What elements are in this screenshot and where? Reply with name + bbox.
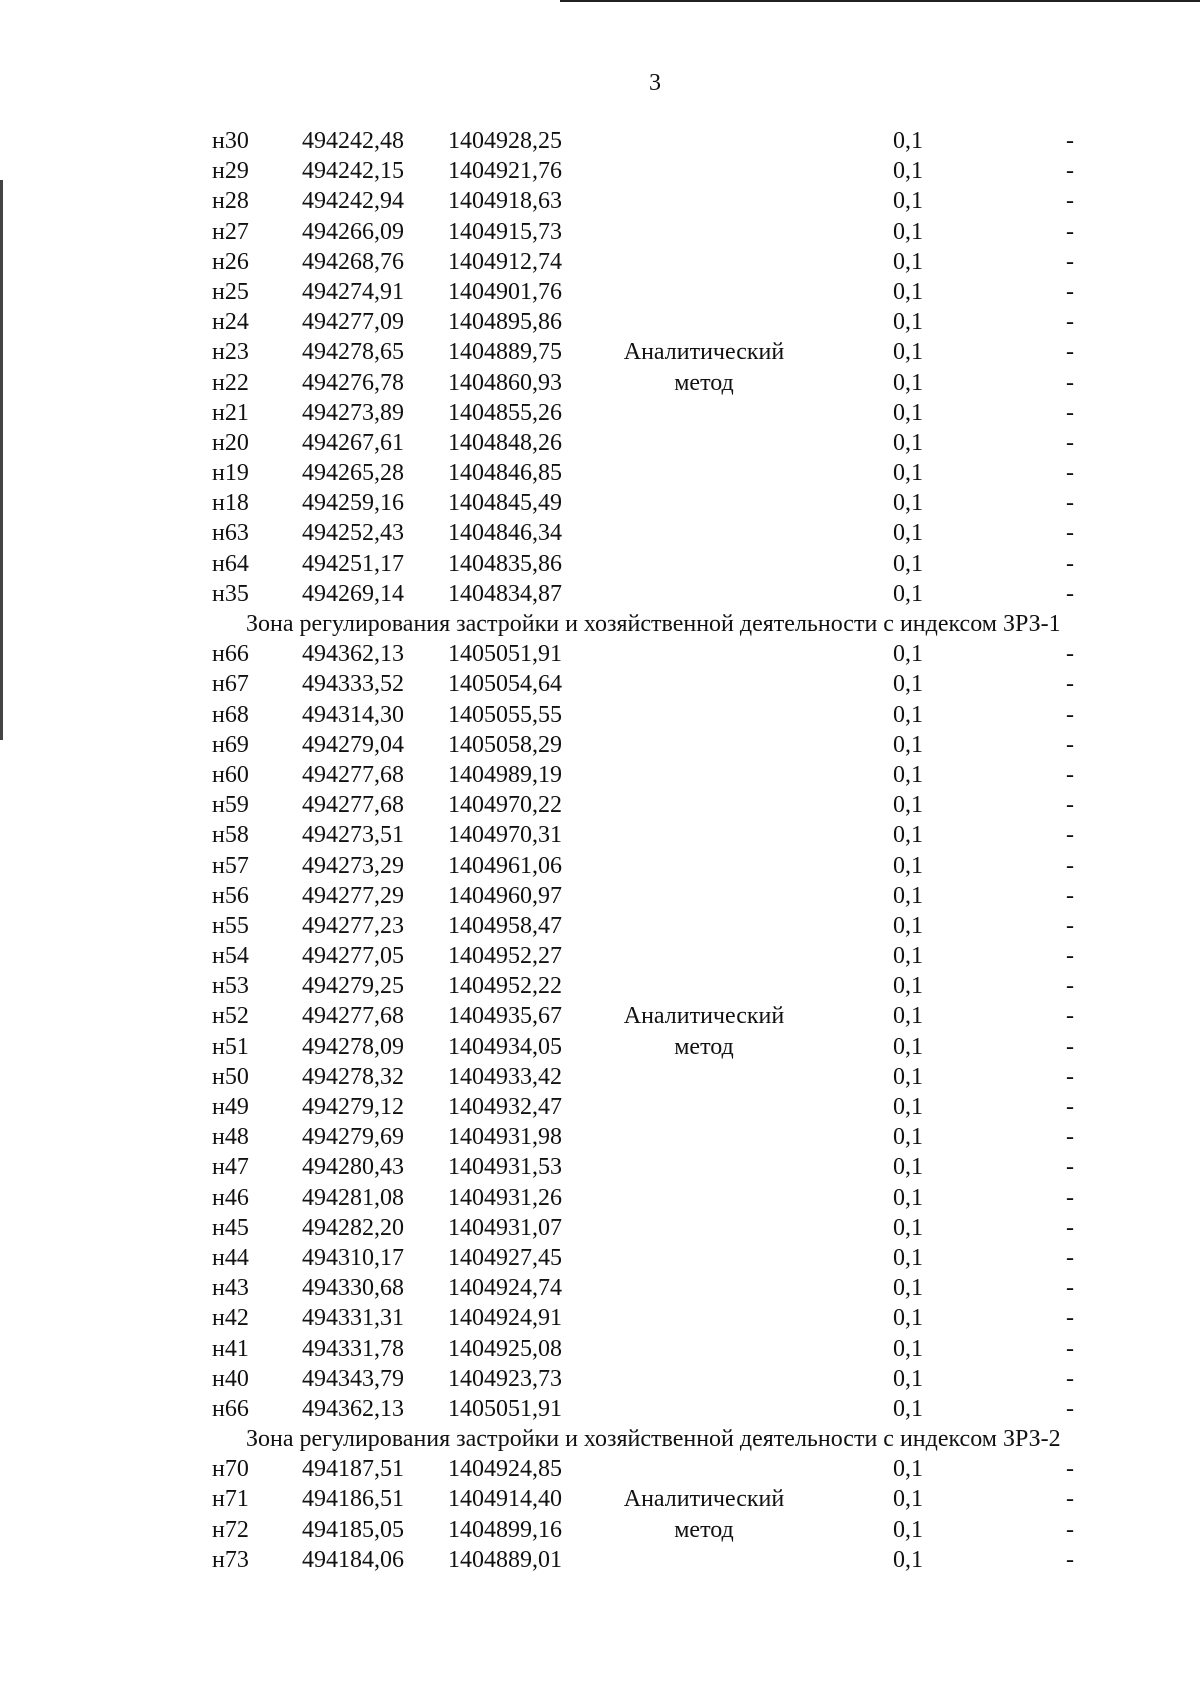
point-id: н57 xyxy=(212,852,249,879)
coord-y: 1404918,63 xyxy=(448,188,562,215)
dash-value: - xyxy=(1066,1456,1074,1483)
table-row xyxy=(0,277,1200,307)
dash-value: - xyxy=(1066,158,1074,185)
error-value: 0,1 xyxy=(893,369,923,396)
dash-value: - xyxy=(1066,128,1074,154)
dash-value: - xyxy=(1066,1244,1074,1271)
coord-y: 1404931,26 xyxy=(448,1184,562,1211)
coord-y: 1404931,98 xyxy=(448,1124,562,1151)
point-id: н67 xyxy=(212,671,249,698)
point-id: н20 xyxy=(212,429,249,456)
coord-y: 1404925,08 xyxy=(448,1335,562,1362)
coord-x: 494278,09 xyxy=(302,1033,404,1060)
point-id: н46 xyxy=(212,1184,249,1211)
point-id: н28 xyxy=(212,188,249,215)
table-row xyxy=(0,1515,1200,1545)
error-value: 0,1 xyxy=(893,128,923,154)
point-id: н72 xyxy=(212,1516,249,1543)
coord-x: 494186,51 xyxy=(302,1486,404,1513)
table-row xyxy=(0,820,1200,850)
table-row xyxy=(0,1545,1200,1575)
dash-value: - xyxy=(1066,278,1074,305)
point-id: н49 xyxy=(212,1094,249,1120)
point-id: н47 xyxy=(212,1154,249,1181)
error-value: 0,1 xyxy=(893,1546,923,1573)
point-id: н40 xyxy=(212,1365,249,1392)
table-row xyxy=(0,911,1200,941)
table-row xyxy=(0,1152,1200,1182)
error-value: 0,1 xyxy=(893,761,923,788)
point-id: н70 xyxy=(212,1456,249,1483)
table-row xyxy=(0,941,1200,971)
coord-x: 494314,30 xyxy=(302,701,404,728)
dash-value: - xyxy=(1066,1305,1074,1332)
table-row xyxy=(0,760,1200,790)
table-row xyxy=(0,971,1200,1001)
error-value: 0,1 xyxy=(893,701,923,728)
dash-value: - xyxy=(1066,973,1074,1000)
dash-value: - xyxy=(1066,1154,1074,1181)
coord-y: 1404846,34 xyxy=(448,520,562,547)
error-value: 0,1 xyxy=(893,460,923,487)
coord-y: 1405054,64 xyxy=(448,671,562,698)
table-row xyxy=(0,1394,1200,1424)
error-value: 0,1 xyxy=(893,1365,923,1392)
dash-value: - xyxy=(1066,641,1074,668)
error-value: 0,1 xyxy=(893,248,923,275)
coord-y: 1404889,01 xyxy=(448,1546,562,1573)
coord-y: 1405051,91 xyxy=(448,1395,562,1422)
coord-x: 494277,29 xyxy=(302,882,404,909)
error-value: 0,1 xyxy=(893,1033,923,1060)
table-row xyxy=(0,1183,1200,1213)
error-value: 0,1 xyxy=(893,641,923,668)
error-value: 0,1 xyxy=(893,943,923,970)
point-id: н54 xyxy=(212,943,249,970)
coord-x: 494277,68 xyxy=(302,1003,404,1030)
table-row xyxy=(0,126,1200,156)
coord-x: 494252,43 xyxy=(302,520,404,547)
coord-x: 494277,68 xyxy=(302,761,404,788)
coord-x: 494187,51 xyxy=(302,1456,404,1483)
point-id: н24 xyxy=(212,309,249,336)
coord-y: 1404914,40 xyxy=(448,1486,562,1513)
coord-x: 494331,78 xyxy=(302,1335,404,1362)
coord-y: 1404848,26 xyxy=(448,429,562,456)
coord-x: 494277,23 xyxy=(302,912,404,939)
dash-value: - xyxy=(1066,490,1074,517)
error-value: 0,1 xyxy=(893,1244,923,1271)
dash-value: - xyxy=(1066,882,1074,909)
point-id: н18 xyxy=(212,490,249,517)
coord-y: 1404899,16 xyxy=(448,1516,562,1543)
error-value: 0,1 xyxy=(893,671,923,698)
dash-value: - xyxy=(1066,1063,1074,1090)
coord-y: 1404931,53 xyxy=(448,1154,562,1181)
error-value: 0,1 xyxy=(893,580,923,607)
page-number: 3 xyxy=(649,70,661,96)
coord-x: 494280,43 xyxy=(302,1154,404,1181)
method-label: Аналитический xyxy=(623,1003,785,1030)
coord-x: 494274,91 xyxy=(302,278,404,305)
dash-value: - xyxy=(1066,1275,1074,1302)
coord-x: 494277,68 xyxy=(302,792,404,819)
table-row xyxy=(0,1454,1200,1484)
table-row xyxy=(0,156,1200,186)
coord-y: 1404932,47 xyxy=(448,1094,562,1120)
coord-x: 494266,09 xyxy=(302,218,404,245)
error-value: 0,1 xyxy=(893,1124,923,1151)
error-value: 0,1 xyxy=(893,1395,923,1422)
section-title-text: Зона регулирования застройки и хозяйственной деятельности с индексом ЗРЗ-2 xyxy=(246,1426,1061,1453)
error-value: 0,1 xyxy=(893,188,923,215)
dash-value: - xyxy=(1066,1546,1074,1573)
coord-y: 1404912,74 xyxy=(448,248,562,275)
method-label: метод xyxy=(674,1033,734,1060)
table-row xyxy=(0,307,1200,337)
coord-x: 494279,04 xyxy=(302,731,404,758)
coordinates-table xyxy=(0,126,1200,1575)
coord-x: 494268,76 xyxy=(302,248,404,275)
coord-y: 1404970,22 xyxy=(448,792,562,819)
point-id: н26 xyxy=(212,248,249,275)
coord-y: 1404952,22 xyxy=(448,973,562,1000)
dash-value: - xyxy=(1066,188,1074,215)
coord-x: 494242,48 xyxy=(302,128,404,154)
error-value: 0,1 xyxy=(893,882,923,909)
error-value: 0,1 xyxy=(893,852,923,879)
error-value: 0,1 xyxy=(893,429,923,456)
coord-x: 494278,65 xyxy=(302,339,404,366)
point-id: н63 xyxy=(212,520,249,547)
point-id: н48 xyxy=(212,1124,249,1151)
coord-y: 1404989,19 xyxy=(448,761,562,788)
coord-y: 1404935,67 xyxy=(448,1003,562,1030)
error-value: 0,1 xyxy=(893,1063,923,1090)
table-row xyxy=(0,1273,1200,1303)
coord-x: 494279,25 xyxy=(302,973,404,1000)
table-row xyxy=(0,549,1200,579)
coord-x: 494242,15 xyxy=(302,158,404,185)
point-id: н58 xyxy=(212,822,249,849)
error-value: 0,1 xyxy=(893,1486,923,1513)
point-id: н66 xyxy=(212,641,249,668)
point-id: н55 xyxy=(212,912,249,939)
coord-y: 1404855,26 xyxy=(448,399,562,426)
dash-value: - xyxy=(1066,1365,1074,1392)
table-row xyxy=(0,368,1200,398)
table-row xyxy=(0,1032,1200,1062)
dash-value: - xyxy=(1066,339,1074,366)
error-value: 0,1 xyxy=(893,731,923,758)
coord-x: 494259,16 xyxy=(302,490,404,517)
table-row xyxy=(0,398,1200,428)
coord-x: 494279,69 xyxy=(302,1124,404,1151)
error-value: 0,1 xyxy=(893,278,923,305)
coord-x: 494277,09 xyxy=(302,309,404,336)
coord-x: 494362,13 xyxy=(302,1395,404,1422)
point-id: н68 xyxy=(212,701,249,728)
point-id: н23 xyxy=(212,339,249,366)
table-row xyxy=(0,1122,1200,1152)
coord-x: 494281,08 xyxy=(302,1184,404,1211)
table-row xyxy=(0,1364,1200,1394)
point-id: н25 xyxy=(212,278,249,305)
dash-value: - xyxy=(1066,701,1074,728)
section-title-text: Зона регулирования застройки и хозяйственной деятельности с индексом ЗРЗ-1 xyxy=(246,611,1061,637)
zone-section-title xyxy=(0,609,1200,639)
dash-value: - xyxy=(1066,1184,1074,1211)
point-id: н50 xyxy=(212,1063,249,1090)
point-id: н52 xyxy=(212,1003,249,1030)
table-row xyxy=(0,1243,1200,1273)
dash-value: - xyxy=(1066,1003,1074,1030)
error-value: 0,1 xyxy=(893,1184,923,1211)
coord-x: 494278,32 xyxy=(302,1063,404,1090)
dash-value: - xyxy=(1066,1395,1074,1422)
coord-y: 1405055,55 xyxy=(448,701,562,728)
coord-y: 1404846,85 xyxy=(448,460,562,487)
coord-y: 1404928,25 xyxy=(448,128,562,154)
table-row xyxy=(0,217,1200,247)
table-row xyxy=(0,186,1200,216)
coord-y: 1404934,05 xyxy=(448,1033,562,1060)
dash-value: - xyxy=(1066,520,1074,547)
coord-x: 494333,52 xyxy=(302,671,404,698)
point-id: н29 xyxy=(212,158,249,185)
coord-x: 494273,51 xyxy=(302,822,404,849)
table-row xyxy=(0,458,1200,488)
coord-y: 1404960,97 xyxy=(448,882,562,909)
error-value: 0,1 xyxy=(893,1003,923,1030)
error-value: 0,1 xyxy=(893,218,923,245)
point-id: н60 xyxy=(212,761,249,788)
error-value: 0,1 xyxy=(893,1094,923,1120)
coord-x: 494242,94 xyxy=(302,188,404,215)
point-id: н19 xyxy=(212,460,249,487)
coord-x: 494362,13 xyxy=(302,641,404,668)
coord-x: 494265,28 xyxy=(302,460,404,487)
coord-y: 1404933,42 xyxy=(448,1063,562,1090)
coord-x: 494279,12 xyxy=(302,1094,404,1120)
table-row xyxy=(0,881,1200,911)
point-id: н53 xyxy=(212,973,249,1000)
coord-y: 1404931,07 xyxy=(448,1214,562,1241)
coord-y: 1404958,47 xyxy=(448,912,562,939)
dash-value: - xyxy=(1066,429,1074,456)
coord-y: 1404970,31 xyxy=(448,822,562,849)
dash-value: - xyxy=(1066,369,1074,396)
error-value: 0,1 xyxy=(893,399,923,426)
dash-value: - xyxy=(1066,761,1074,788)
coord-x: 494269,14 xyxy=(302,580,404,607)
dash-value: - xyxy=(1066,399,1074,426)
error-value: 0,1 xyxy=(893,490,923,517)
method-label: метод xyxy=(674,1516,734,1543)
dash-value: - xyxy=(1066,912,1074,939)
point-id: н64 xyxy=(212,550,249,577)
table-row xyxy=(0,1213,1200,1243)
dash-value: - xyxy=(1066,943,1074,970)
dash-value: - xyxy=(1066,1486,1074,1513)
coord-x: 494276,78 xyxy=(302,369,404,396)
dash-value: - xyxy=(1066,460,1074,487)
dash-value: - xyxy=(1066,1516,1074,1543)
table-row xyxy=(0,1062,1200,1092)
error-value: 0,1 xyxy=(893,1335,923,1362)
point-id: н45 xyxy=(212,1214,249,1241)
coord-x: 494277,05 xyxy=(302,943,404,970)
coord-y: 1404860,93 xyxy=(448,369,562,396)
dash-value: - xyxy=(1066,218,1074,245)
error-value: 0,1 xyxy=(893,309,923,336)
dash-value: - xyxy=(1066,1033,1074,1060)
table-row xyxy=(0,639,1200,669)
dash-value: - xyxy=(1066,792,1074,819)
point-id: н21 xyxy=(212,399,249,426)
dash-value: - xyxy=(1066,671,1074,698)
dash-value: - xyxy=(1066,1094,1074,1120)
coord-x: 494184,06 xyxy=(302,1546,404,1573)
coord-y: 1404895,86 xyxy=(448,309,562,336)
table-row xyxy=(0,730,1200,760)
dash-value: - xyxy=(1066,731,1074,758)
point-id: н42 xyxy=(212,1305,249,1332)
coord-x: 494330,68 xyxy=(302,1275,404,1302)
coord-y: 1404921,76 xyxy=(448,158,562,185)
table-row xyxy=(0,428,1200,458)
error-value: 0,1 xyxy=(893,912,923,939)
dash-value: - xyxy=(1066,822,1074,849)
error-value: 0,1 xyxy=(893,973,923,1000)
table-row xyxy=(0,247,1200,277)
dash-value: - xyxy=(1066,1214,1074,1241)
point-id: н66 xyxy=(212,1395,249,1422)
coord-y: 1404901,76 xyxy=(448,278,562,305)
coord-x: 494273,29 xyxy=(302,852,404,879)
coord-y: 1404834,87 xyxy=(448,580,562,607)
coord-y: 1404923,73 xyxy=(448,1365,562,1392)
table-row xyxy=(0,579,1200,609)
coord-y: 1404952,27 xyxy=(448,943,562,970)
dash-value: - xyxy=(1066,309,1074,336)
coord-x: 494251,17 xyxy=(302,550,404,577)
coord-x: 494273,89 xyxy=(302,399,404,426)
method-label: Аналитический xyxy=(623,1486,785,1513)
error-value: 0,1 xyxy=(893,792,923,819)
coord-x: 494310,17 xyxy=(302,1244,404,1271)
dash-value: - xyxy=(1066,248,1074,275)
point-id: н27 xyxy=(212,218,249,245)
table-row xyxy=(0,1334,1200,1364)
coord-y: 1404924,85 xyxy=(448,1456,562,1483)
point-id: н69 xyxy=(212,731,249,758)
dash-value: - xyxy=(1066,852,1074,879)
error-value: 0,1 xyxy=(893,1154,923,1181)
table-row xyxy=(0,790,1200,820)
dash-value: - xyxy=(1066,580,1074,607)
point-id: н73 xyxy=(212,1546,249,1573)
error-value: 0,1 xyxy=(893,158,923,185)
coord-x: 494331,31 xyxy=(302,1305,404,1332)
coord-x: 494343,79 xyxy=(302,1365,404,1392)
method-label: метод xyxy=(674,369,734,396)
table-row xyxy=(0,337,1200,367)
coord-y: 1404924,91 xyxy=(448,1305,562,1332)
error-value: 0,1 xyxy=(893,1516,923,1543)
error-value: 0,1 xyxy=(893,339,923,366)
coord-y: 1404889,75 xyxy=(448,339,562,366)
error-value: 0,1 xyxy=(893,1305,923,1332)
point-id: н59 xyxy=(212,792,249,819)
coord-x: 494185,05 xyxy=(302,1516,404,1543)
method-label: Аналитический xyxy=(623,339,785,366)
dash-value: - xyxy=(1066,550,1074,577)
coord-y: 1404835,86 xyxy=(448,550,562,577)
point-id: н56 xyxy=(212,882,249,909)
table-row xyxy=(0,1303,1200,1333)
coord-y: 1404924,74 xyxy=(448,1275,562,1302)
table-row xyxy=(0,669,1200,699)
point-id: н51 xyxy=(212,1033,249,1060)
coord-x: 494267,61 xyxy=(302,429,404,456)
table-row xyxy=(0,700,1200,730)
coord-y: 1405051,91 xyxy=(448,641,562,668)
error-value: 0,1 xyxy=(893,1214,923,1241)
coord-y: 1404845,49 xyxy=(448,490,562,517)
point-id: н43 xyxy=(212,1275,249,1302)
error-value: 0,1 xyxy=(893,1456,923,1483)
dash-value: - xyxy=(1066,1124,1074,1151)
error-value: 0,1 xyxy=(893,822,923,849)
table-row xyxy=(0,1484,1200,1514)
point-id: н44 xyxy=(212,1244,249,1271)
error-value: 0,1 xyxy=(893,520,923,547)
table-row xyxy=(0,518,1200,548)
point-id: н71 xyxy=(212,1486,249,1513)
table-row xyxy=(0,851,1200,881)
zone-section-title xyxy=(0,1424,1200,1454)
point-id: н30 xyxy=(212,128,249,154)
table-row xyxy=(0,1001,1200,1031)
table-row xyxy=(0,1092,1200,1122)
point-id: н22 xyxy=(212,369,249,396)
table-row xyxy=(0,488,1200,518)
point-id: н41 xyxy=(212,1335,249,1362)
coord-y: 1404915,73 xyxy=(448,218,562,245)
coord-y: 1404927,45 xyxy=(448,1244,562,1271)
top-scan-line xyxy=(560,0,1200,2)
error-value: 0,1 xyxy=(893,550,923,577)
point-id: н35 xyxy=(212,580,249,607)
error-value: 0,1 xyxy=(893,1275,923,1302)
coord-y: 1404961,06 xyxy=(448,852,562,879)
coord-x: 494282,20 xyxy=(302,1214,404,1241)
coord-y: 1405058,29 xyxy=(448,731,562,758)
dash-value: - xyxy=(1066,1335,1074,1362)
